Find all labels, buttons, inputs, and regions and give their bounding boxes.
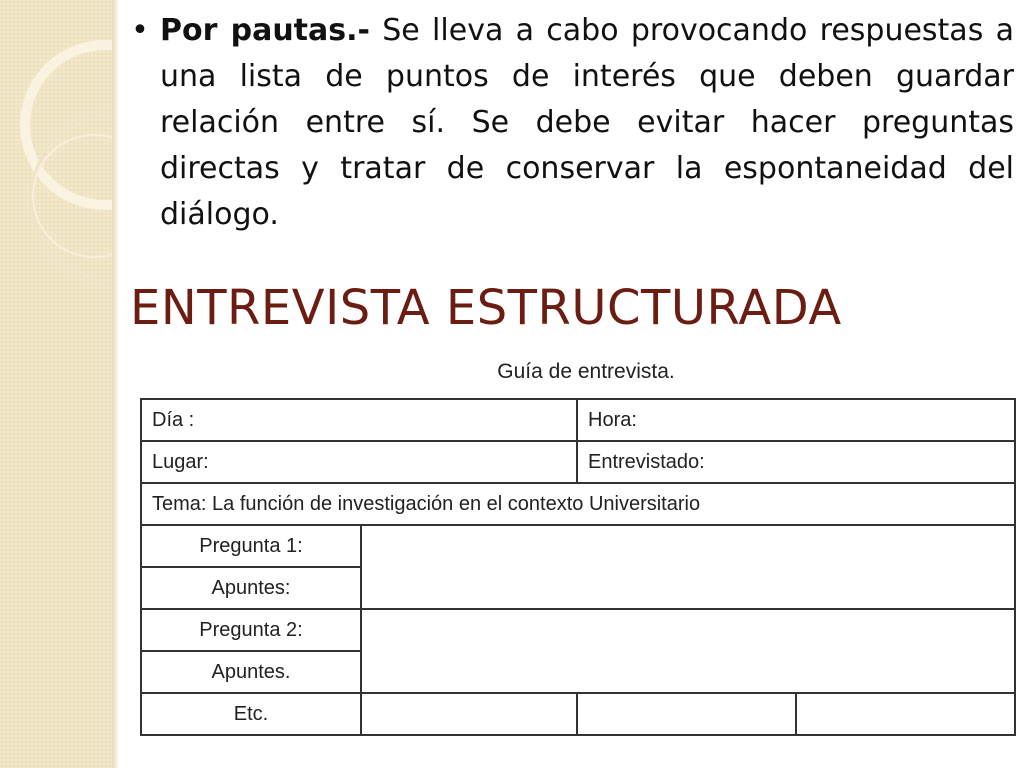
label-pregunta-1: Pregunta 1: bbox=[141, 525, 361, 567]
label-apuntes-1: Apuntes: bbox=[141, 567, 361, 609]
label-apuntes-2: Apuntes. bbox=[141, 651, 361, 693]
slide-title: ENTREVISTA ESTRUCTURADA bbox=[130, 280, 842, 336]
sidebar-edge bbox=[112, 0, 118, 768]
table-row bbox=[141, 441, 1015, 483]
field-entrevistado: Entrevistado: bbox=[577, 441, 1015, 483]
table-row bbox=[141, 693, 1015, 735]
decorative-sidebar bbox=[0, 0, 112, 768]
answer-cell-2 bbox=[361, 609, 1015, 693]
bullet-text bbox=[160, 8, 1014, 238]
interview-guide-table bbox=[140, 398, 1016, 736]
label-etc: Etc. bbox=[141, 693, 361, 735]
answer-cell-1 bbox=[361, 525, 1015, 609]
bullet-icon: • bbox=[131, 13, 149, 48]
field-hora: Hora: bbox=[577, 399, 1015, 441]
field-tema: Tema: La función de investigación en el contexto Universitario bbox=[141, 483, 1015, 525]
field-dia: Día : bbox=[141, 399, 577, 441]
table-row bbox=[141, 399, 1015, 441]
empty-cell bbox=[361, 693, 577, 735]
table-row bbox=[141, 609, 1015, 651]
field-lugar: Lugar: bbox=[141, 441, 577, 483]
table-row bbox=[141, 483, 1015, 525]
guide-caption bbox=[140, 360, 1014, 384]
table-row bbox=[141, 525, 1015, 567]
bullet-point bbox=[120, 8, 1014, 238]
guide-caption-text: Guía de entrevista. bbox=[497, 360, 675, 383]
bullet-description: Se lleva a cabo provocando respuestas a una lista de puntos de interés que deben guardar relación entre sí. Se debe evitar hacer preguntas directas y tratar de conservar la espontaneidad del diálogo. bbox=[160, 13, 1014, 232]
bullet-term: Por pautas.- bbox=[160, 13, 370, 48]
label-pregunta-2: Pregunta 2: bbox=[141, 609, 361, 651]
empty-cell bbox=[796, 693, 1015, 735]
empty-cell bbox=[577, 693, 796, 735]
